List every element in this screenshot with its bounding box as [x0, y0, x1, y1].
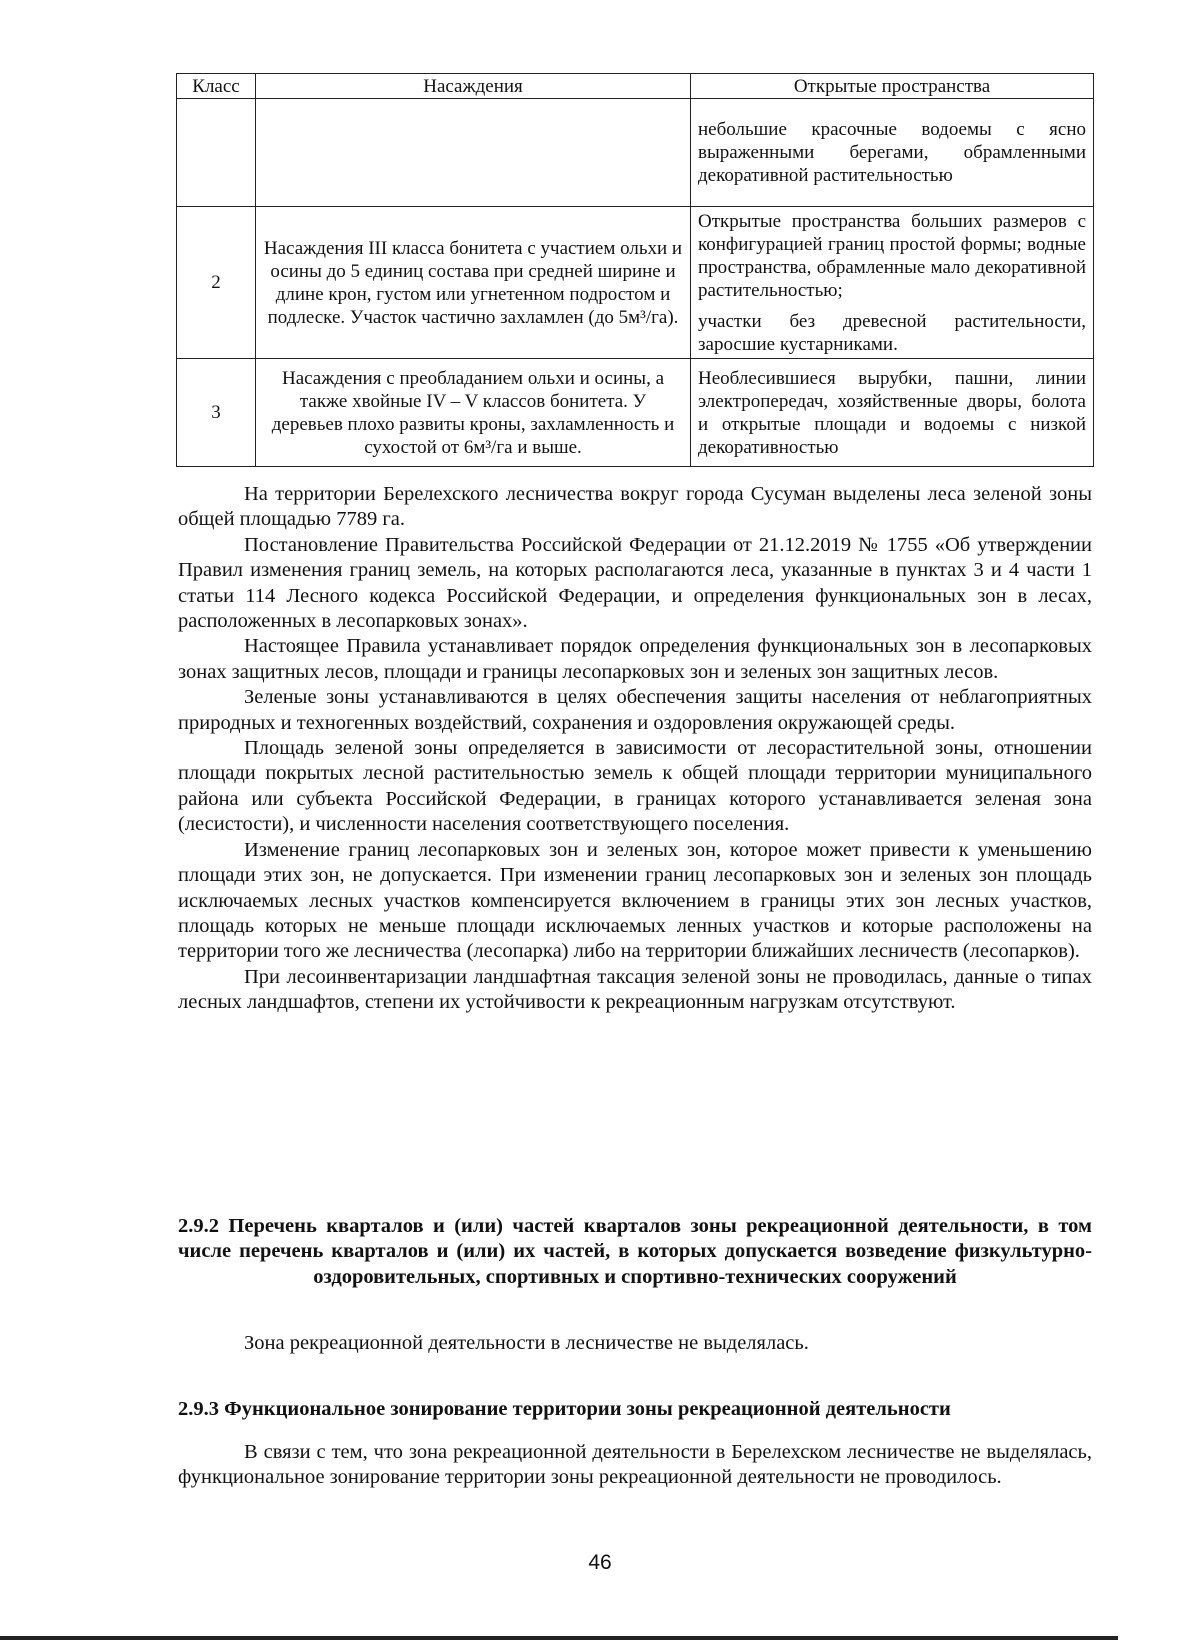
page-number: 46: [588, 1551, 612, 1574]
open-spaces-cell: [691, 99, 1094, 207]
class-cell: 3: [177, 359, 256, 467]
paragraph: На территории Берелехского лесничества вокруг города Сусуман выделены леса зеленой зоны общей площадью 7789 га.: [178, 483, 1092, 531]
class-cell: [177, 99, 256, 207]
paragraph: Площадь зеленой зоны определяется в зависимости от лесорастительной зоны, отношении площади покрытых лесной растительностью земель к общей площади территории муниципального района или субъекта Российской Федерации, в границах которого устанавливается зеленая зона (лесистости), и численности населения соответствующего поселения.: [178, 737, 1092, 836]
paragraph: Постановление Правительства Российской Федерации от 21.12.2019 № 1755 «Об утверждении Правил изменения границ земель, на которых располагаются леса, указанные в пунктах 3 и 4 части 1 статьи 114 Лесного кодекса Российской Федерации, и определения функциональных зон в лесах, расположенных в лесопарковых зонах».: [178, 533, 1092, 633]
section-text: [178, 1331, 1092, 1356]
table-row: [177, 207, 1094, 359]
class-cell: 2: [177, 207, 256, 359]
section-text: [178, 1440, 1092, 1491]
table-row: [177, 359, 1094, 467]
table-row: [177, 99, 1094, 207]
open-spaces-text: небольшие красочные водоемы с ясно выраженными берегами, обрамленными декоративной растительностью: [698, 119, 1086, 186]
open-spaces-cell: [691, 359, 1094, 467]
plantings-cell: Насаждения III класса бонитета с участием ольхи и осины до 5 единиц состава при средней ширине и длине крон, густом или угнетенном подростом и подлеске. Участок частично захламлен (до 5м³/га).: [256, 207, 691, 359]
open-spaces-text: Необлесившиеся вырубки, пашни, линии электропередач, хозяйственные дворы, болота и открытые площади и водоемы с низкой декоративностью: [698, 367, 1086, 458]
column-header-class: Класс: [177, 74, 256, 99]
section-heading: 2.9.2 Перечень кварталов и (или) частей кварталов зоны рекреационной деятельности, в том числе перечень кварталов и (или) их частей, в которых допускается возведение физкультурно-оздоровительных, спортивных и спортивно-технических сооружений: [178, 1215, 1092, 1288]
paragraph: В связи с тем, что зона рекреационной деятельности в Берелехском лесничестве не выделялась, функциональное зонирование территории зоны рекреационной деятельности не проводилось.: [178, 1441, 1092, 1489]
open-spaces-text: Открытые пространства больших размеров с конфигурацией границ простой формы; водные пространства, обрамленные мало декоративной растительностью;: [698, 210, 1086, 301]
paragraph: При лесоинвентаризации ландшафтная таксация зеленой зоны не проводилась, данные о типах лесных ландшафтов, степени их устойчивости к рекреационным нагрузкам отсутствуют.: [178, 965, 1092, 1014]
open-spaces-text: участки без древесной растительности, заросшие кустарниками.: [698, 310, 1086, 355]
paragraph: Зона рекреационной деятельности в лесничестве не выделялась.: [244, 1332, 809, 1354]
section-heading: 2.9.3 Функциональное зонирование территории зоны рекреационной деятельности: [178, 1398, 951, 1420]
table-header-row: [177, 74, 1094, 99]
paragraph: Зеленые зоны устанавливаются в целях обеспечения защиты населения от неблагоприятных природных и техногенных воздействий, сохранения и оздоровления окружающей среды.: [178, 686, 1092, 734]
plantings-cell: [256, 99, 691, 207]
open-spaces-cell: [691, 207, 1094, 359]
column-header-plantings: Насаждения: [256, 74, 691, 99]
classification-table: [176, 73, 1094, 467]
column-header-open-spaces: Открытые пространства: [691, 74, 1094, 99]
body-text: [178, 482, 1092, 1016]
bottom-rule: [0, 1636, 1118, 1640]
plantings-cell: Насаждения с преобладанием ольхи и осины, а также хвойные IV – V классов бонитета. У деревьев плохо развиты кроны, захламленность и сухостой от 6м³/га и выше.: [256, 359, 691, 467]
paragraph: Изменение границ лесопарковых зон и зеленых зон, которое может привести к уменьшению площади этих зон, не допускается. При изменении границ лесопарковых зон и зеленых зон площадь исключаемых лесных участков компенсируется включением в границы этих зон лесных участков, площадь которых не меньше площади исключаемых ленных участков и которые расположены на территории того же лесничества (лесопарка) либо на территории ближайших лесничеств (лесопарков).: [178, 838, 1092, 963]
paragraph: Настоящее Правила устанавливает порядок определения функциональных зон в лесопарковых зонах защитных лесов, площади и границы лесопарковых зон и зеленых зон защитных лесов.: [178, 635, 1092, 683]
